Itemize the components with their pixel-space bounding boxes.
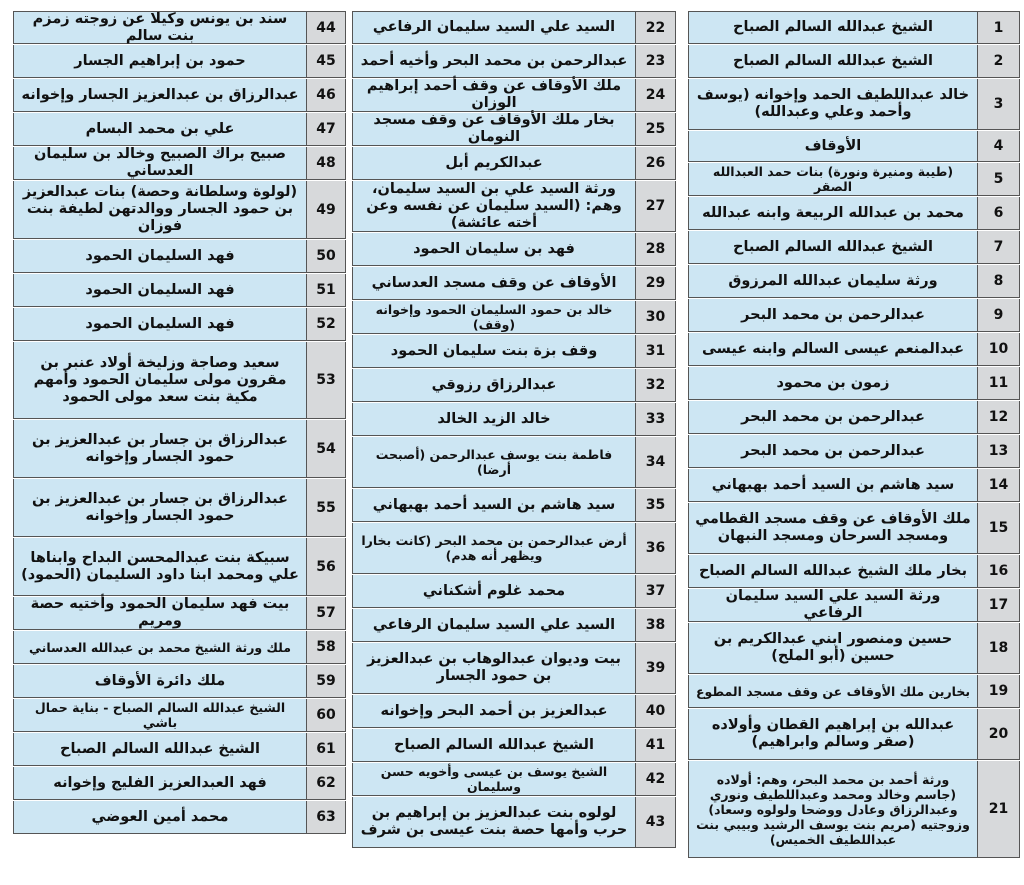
owner-name-cell: فهد العبدالعزيز الفليج وإخوانه xyxy=(13,767,306,800)
table-row xyxy=(13,79,346,113)
row-number-cell: 38 xyxy=(635,609,676,642)
row-number-cell: 33 xyxy=(635,403,676,436)
owner-name-cell: (لولوة وسلطانة وحصة) بنات عبدالعزيز بن حمود الجسار ووالدتهن لطيفة بنت فوزان xyxy=(13,181,306,239)
owner-name-cell: بخار ملك الشيخ عبدالله السالم الصباح xyxy=(688,555,977,588)
table-row xyxy=(13,420,346,479)
table-row xyxy=(13,631,346,665)
row-number-cell: 53 xyxy=(306,342,346,419)
table-row xyxy=(352,11,676,45)
owner-name-cell: فهد السليمان الحمود xyxy=(13,308,306,341)
owner-name-cell: سبيكة بنت عبدالمحسن البداح وابناها علي ومحمد ابنا داود السليمان (الحمود) xyxy=(13,538,306,596)
table-row xyxy=(13,45,346,79)
owner-name-cell: ورثة أحمد بن محمد البحر، وهم: أولاده (جاسم وخالد ومحمد وعبداللطيف ونوري وعبدالرزاق وعادل ووضحا ولولوه وسعاد) وزوجتيه (مريم بنت يوسف الرشيد وبيبي بنت عبداللطيف الخميس) xyxy=(688,761,977,858)
owner-name-cell: الشيخ عبدالله السالم الصباح - بناية حمال باشي xyxy=(13,699,306,732)
owner-name-cell: ملك الأوقاف عن وقف مسجد القطامي ومسجد السرحان ومسجد النبهان xyxy=(688,503,977,554)
table-row xyxy=(352,643,676,695)
owner-name-cell: الشيخ عبدالله السالم الصباح xyxy=(688,45,977,78)
row-number-cell: 15 xyxy=(977,503,1020,554)
row-number-cell: 29 xyxy=(635,267,676,300)
table-row xyxy=(13,479,346,538)
row-number-cell: 59 xyxy=(306,665,346,698)
table-row xyxy=(352,797,676,849)
row-number-cell: 42 xyxy=(635,763,676,796)
owner-name-cell: عبدالرحمن بن محمد البحر xyxy=(688,299,977,332)
row-number-cell: 30 xyxy=(635,301,676,334)
table-column-right xyxy=(688,11,1020,859)
row-number-cell: 34 xyxy=(635,437,676,488)
table-row xyxy=(13,597,346,631)
row-number-cell: 9 xyxy=(977,299,1020,332)
row-number-cell: 45 xyxy=(306,45,346,78)
row-number-cell: 20 xyxy=(977,709,1020,760)
row-number-cell: 49 xyxy=(306,181,346,239)
owner-name-cell: فهد السليمان الحمود xyxy=(13,240,306,273)
owner-name-cell: الشيخ عبدالله السالم الصباح xyxy=(352,729,635,762)
owner-name-cell: ملك ورثة الشيخ محمد بن عبدالله العدساني xyxy=(13,631,306,664)
table-row xyxy=(352,523,676,575)
table-row xyxy=(13,147,346,181)
owner-name-cell: الأوقاف xyxy=(688,131,977,162)
table-row xyxy=(352,609,676,643)
owner-name-cell: السيد علي السيد سليمان الرفاعي xyxy=(352,609,635,642)
owner-name-cell: وقف بزة بنت سليمان الحمود xyxy=(352,335,635,368)
table-row xyxy=(352,335,676,369)
owner-name-cell: خالد بن حمود السليمان الحمود وإخوانه (وقف) xyxy=(352,301,635,334)
owner-name-cell: عبدالمنعم عيسى السالم وابنه عيسى xyxy=(688,333,977,366)
owner-name-cell: عبدالرحمن بن محمد البحر xyxy=(688,435,977,468)
table-row xyxy=(688,503,1020,555)
owner-name-cell: عبدالرحمن بن محمد البحر xyxy=(688,401,977,434)
owner-name-cell: ورثة السيد علي بن السيد سليمان، وهم: (السيد سليمان عن نفسه وعن أخته عائشة) xyxy=(352,181,635,232)
table-row xyxy=(13,113,346,147)
table-row xyxy=(352,301,676,335)
row-number-cell: 23 xyxy=(635,45,676,78)
owner-name-cell: سيد هاشم بن السيد أحمد بهبهاني xyxy=(688,469,977,502)
table-row xyxy=(352,403,676,437)
row-number-cell: 62 xyxy=(306,767,346,800)
owner-name-cell: فاطمة بنت يوسف عبدالرحمن (أصبحت أرضا) xyxy=(352,437,635,488)
table-row xyxy=(688,623,1020,675)
row-number-cell: 3 xyxy=(977,79,1020,130)
row-number-cell: 43 xyxy=(635,797,676,848)
table-row xyxy=(352,729,676,763)
row-number-cell: 25 xyxy=(635,113,676,146)
table-row xyxy=(688,469,1020,503)
owner-name-cell: ملك الأوقاف عن وقف أحمد إبراهيم الوزان xyxy=(352,79,635,112)
owner-name-cell: الشيخ عبدالله السالم الصباح xyxy=(688,11,977,44)
owner-name-cell: فهد السليمان الحمود xyxy=(13,274,306,307)
owner-name-cell: محمد بن عبدالله الربيعة وابنه عبدالله xyxy=(688,197,977,230)
row-number-cell: 18 xyxy=(977,623,1020,674)
table-row xyxy=(13,699,346,733)
table-row xyxy=(688,299,1020,333)
owner-name-cell: الشيخ عبدالله السالم الصباح xyxy=(13,733,306,766)
table-row xyxy=(13,733,346,767)
owner-name-cell: ملك دائرة الأوقاف xyxy=(13,665,306,698)
table-row xyxy=(688,709,1020,761)
row-number-cell: 17 xyxy=(977,589,1020,622)
owner-name-cell: سند بن يونس وكيلا عن زوجته زمزم بنت سالم xyxy=(13,11,306,44)
table-row xyxy=(352,489,676,523)
table-row xyxy=(688,197,1020,231)
table-row xyxy=(13,665,346,699)
table-row xyxy=(13,538,346,597)
table-row xyxy=(352,763,676,797)
table-row xyxy=(13,342,346,420)
owner-name-cell: عبدالرزاق بن جسار بن عبدالعزيز بن حمود الجسار وإخوانه xyxy=(13,420,306,478)
table-row xyxy=(688,367,1020,401)
table-row xyxy=(352,181,676,233)
row-number-cell: 5 xyxy=(977,163,1020,196)
table-row xyxy=(13,181,346,240)
table-row xyxy=(688,589,1020,623)
owner-name-cell: سعيد وصاجة وزليخة أولاد عنبر بن مقرون مولى سليمان الحمود وأمهم مكية بنت سعد مولى الحمود xyxy=(13,342,306,419)
table-row xyxy=(688,555,1020,589)
owner-name-cell: الشيخ يوسف بن عيسى وأخويه حسن وسليمان xyxy=(352,763,635,796)
row-number-cell: 32 xyxy=(635,369,676,402)
row-number-cell: 39 xyxy=(635,643,676,694)
owner-name-cell: بيت فهد سليمان الحمود وأختيه حصة ومريم xyxy=(13,597,306,630)
row-number-cell: 11 xyxy=(977,367,1020,400)
table-row xyxy=(13,767,346,801)
table-row xyxy=(13,308,346,342)
table-row xyxy=(688,131,1020,163)
table-row xyxy=(688,45,1020,79)
owner-name-cell: الأوقاف عن وقف مسجد العدساني xyxy=(352,267,635,300)
row-number-cell: 60 xyxy=(306,699,346,732)
row-number-cell: 41 xyxy=(635,729,676,762)
owner-name-cell: بيت وديوان عبدالوهاب بن عبدالعزيز بن حمود الجسار xyxy=(352,643,635,694)
table-row xyxy=(13,240,346,274)
owner-name-cell: علي بن محمد البسام xyxy=(13,113,306,146)
owner-name-cell: محمد غلوم أشكناني xyxy=(352,575,635,608)
table-row xyxy=(352,147,676,181)
row-number-cell: 12 xyxy=(977,401,1020,434)
row-number-cell: 27 xyxy=(635,181,676,232)
owner-name-cell: عبدالرزاق رزوقي xyxy=(352,369,635,402)
row-number-cell: 46 xyxy=(306,79,346,112)
owner-name-cell: خالد عبداللطيف الحمد وإخوانه (يوسف وأحمد وعلي وعبدالله) xyxy=(688,79,977,130)
row-number-cell: 52 xyxy=(306,308,346,341)
table-column-left xyxy=(13,11,346,835)
row-number-cell: 16 xyxy=(977,555,1020,588)
row-number-cell: 51 xyxy=(306,274,346,307)
table-row xyxy=(352,45,676,79)
table-row xyxy=(352,233,676,267)
owner-name-cell: محمد أمين العوضي xyxy=(13,801,306,834)
row-number-cell: 24 xyxy=(635,79,676,112)
row-number-cell: 58 xyxy=(306,631,346,664)
row-number-cell: 8 xyxy=(977,265,1020,298)
owner-name-cell: عبدالرزاق بن جسار بن عبدالعزيز بن حمود الجسار وإخوانه xyxy=(13,479,306,537)
row-number-cell: 21 xyxy=(977,761,1020,858)
table-row xyxy=(688,761,1020,859)
owner-name-cell: حمود بن إبراهيم الجسار xyxy=(13,45,306,78)
table-row xyxy=(352,113,676,147)
table-row xyxy=(688,163,1020,197)
row-number-cell: 48 xyxy=(306,147,346,180)
table-row xyxy=(688,11,1020,45)
owner-name-cell: عبدالرحمن بن محمد البحر وأخيه أحمد xyxy=(352,45,635,78)
row-number-cell: 35 xyxy=(635,489,676,522)
row-number-cell: 57 xyxy=(306,597,346,630)
owner-name-cell: خالد الزيد الخالد xyxy=(352,403,635,436)
table-row xyxy=(688,79,1020,131)
row-number-cell: 61 xyxy=(306,733,346,766)
owner-name-cell: عبدالرزاق بن عبدالعزيز الجسار وإخوانه xyxy=(13,79,306,112)
owner-name-cell: زمون بن محمود xyxy=(688,367,977,400)
owner-name-cell: لولوه بنت عبدالعزيز بن إبراهيم بن حرب وأمها حصة بنت عيسى بن شرف xyxy=(352,797,635,848)
row-number-cell: 19 xyxy=(977,675,1020,708)
row-number-cell: 1 xyxy=(977,11,1020,44)
owner-name-cell: حسين ومنصور ابني عبدالكريم بن حسين (أبو الملح) xyxy=(688,623,977,674)
table-row xyxy=(13,801,346,835)
table-row xyxy=(352,575,676,609)
table-row xyxy=(688,675,1020,709)
owner-name-cell: (طيبة ومنيرة ونورة) بنات حمد العبدالله الصقر xyxy=(688,163,977,196)
owner-name-cell: بخارين ملك الأوقاف عن وقف مسجد المطوع xyxy=(688,675,977,708)
table-row xyxy=(688,401,1020,435)
table-row xyxy=(352,695,676,729)
owner-name-cell: عبدالعزيز بن أحمد البحر وإخوانه xyxy=(352,695,635,728)
owner-name-cell: عبدالله بن إبراهيم القطان وأولاده (صقر وسالم وابراهيم) xyxy=(688,709,977,760)
row-number-cell: 55 xyxy=(306,479,346,537)
table-row xyxy=(352,369,676,403)
table-row xyxy=(13,274,346,308)
row-number-cell: 47 xyxy=(306,113,346,146)
row-number-cell: 14 xyxy=(977,469,1020,502)
owner-name-cell: بخار ملك الأوقاف عن وقف مسجد النومان xyxy=(352,113,635,146)
table-row xyxy=(13,11,346,45)
table-row xyxy=(352,437,676,489)
owner-name-cell: فهد بن سليمان الحمود xyxy=(352,233,635,266)
row-number-cell: 22 xyxy=(635,11,676,44)
table-row xyxy=(688,231,1020,265)
row-number-cell: 40 xyxy=(635,695,676,728)
row-number-cell: 31 xyxy=(635,335,676,368)
owner-name-cell: السيد علي السيد سليمان الرفاعي xyxy=(352,11,635,44)
table-row xyxy=(688,333,1020,367)
row-number-cell: 26 xyxy=(635,147,676,180)
table-row xyxy=(688,265,1020,299)
row-number-cell: 36 xyxy=(635,523,676,574)
owner-name-cell: الشيخ عبدالله السالم الصباح xyxy=(688,231,977,264)
row-number-cell: 54 xyxy=(306,420,346,478)
row-number-cell: 2 xyxy=(977,45,1020,78)
row-number-cell: 44 xyxy=(306,11,346,44)
row-number-cell: 28 xyxy=(635,233,676,266)
owner-name-cell: صبيح براك الصبيح وخالد بن سليمان العدساني xyxy=(13,147,306,180)
owner-name-cell: سيد هاشم بن السيد أحمد بهبهاني xyxy=(352,489,635,522)
row-number-cell: 4 xyxy=(977,131,1020,162)
row-number-cell: 37 xyxy=(635,575,676,608)
owner-name-cell: ورثة سليمان عبدالله المرزوق xyxy=(688,265,977,298)
owner-name-cell: أرض عبدالرحمن بن محمد البحر (كانت بخارا ويظهر أنه هدم) xyxy=(352,523,635,574)
row-number-cell: 56 xyxy=(306,538,346,596)
table-column-middle xyxy=(352,11,676,849)
table-row xyxy=(352,79,676,113)
table-row xyxy=(688,435,1020,469)
row-number-cell: 63 xyxy=(306,801,346,834)
table-row xyxy=(352,267,676,301)
row-number-cell: 6 xyxy=(977,197,1020,230)
row-number-cell: 10 xyxy=(977,333,1020,366)
row-number-cell: 50 xyxy=(306,240,346,273)
row-number-cell: 7 xyxy=(977,231,1020,264)
owner-name-cell: عبدالكريم أبل xyxy=(352,147,635,180)
row-number-cell: 13 xyxy=(977,435,1020,468)
owner-name-cell: ورثة السيد علي السيد سليمان الرفاعي xyxy=(688,589,977,622)
